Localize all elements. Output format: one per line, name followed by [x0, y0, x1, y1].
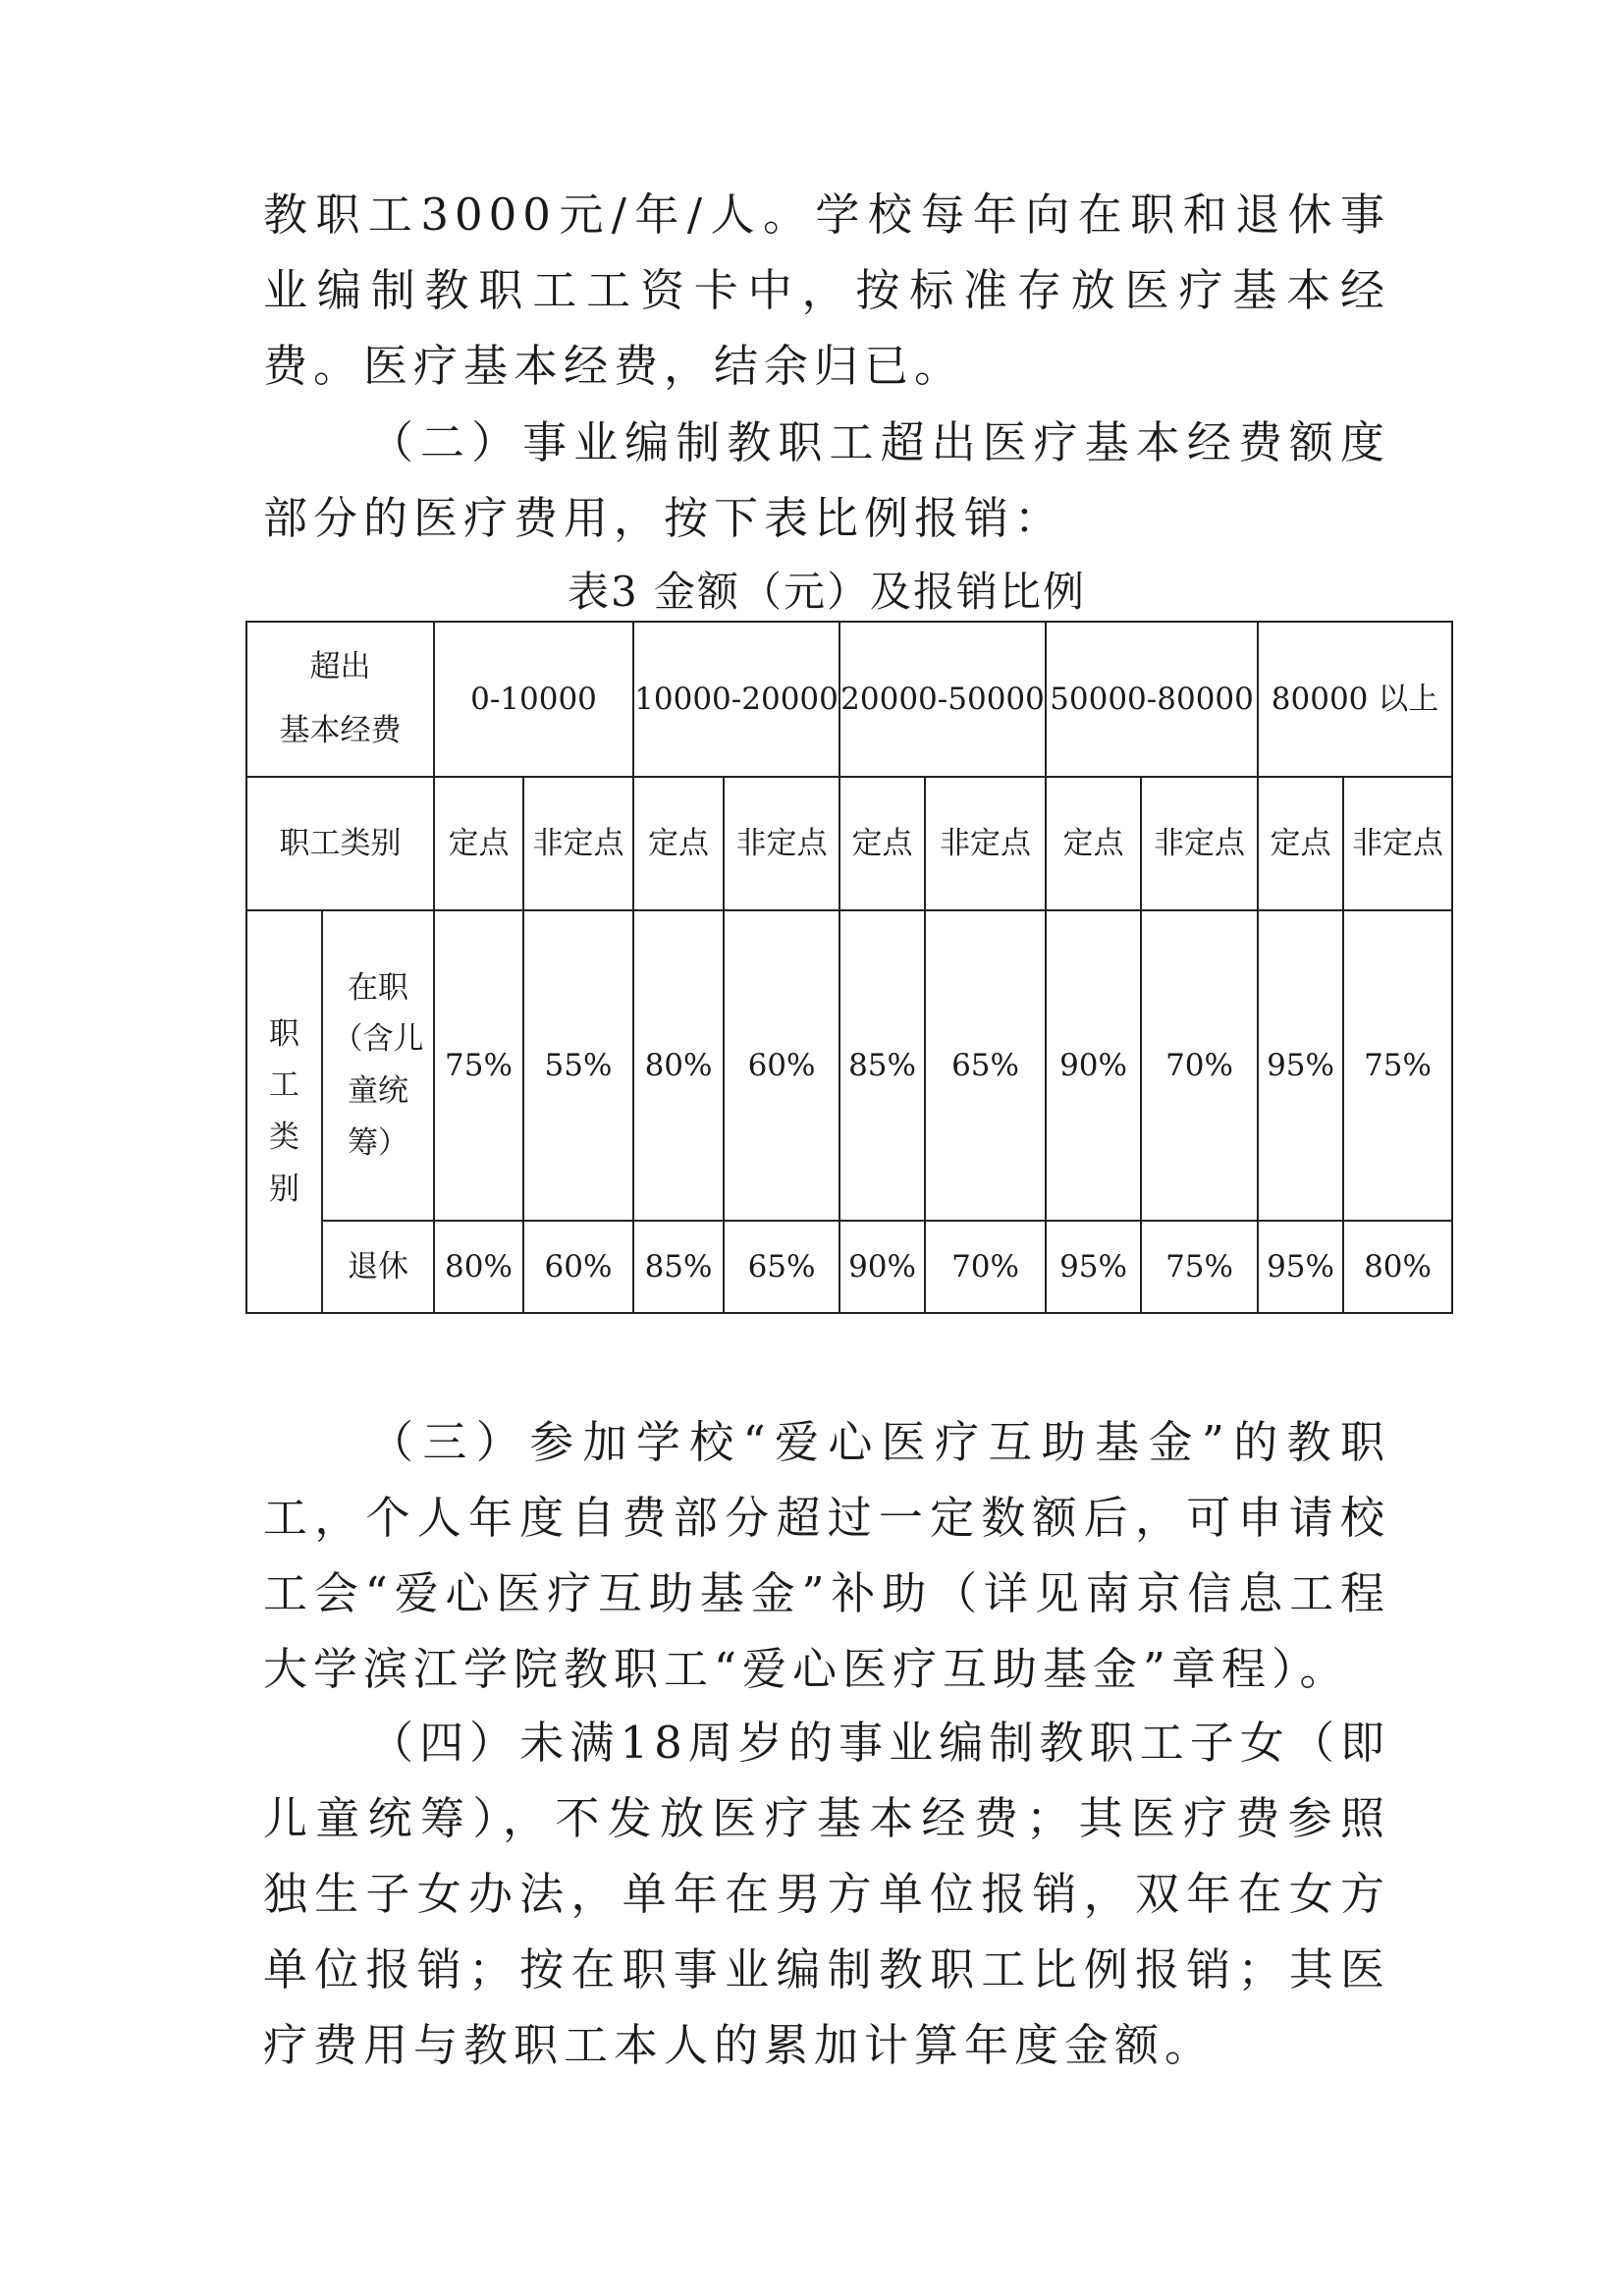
in-service-label-line: 筹）: [348, 1124, 408, 1161]
category-label: 职工类别: [246, 777, 434, 910]
corner-header-cell: [246, 622, 434, 777]
non-designated-label: 非定点: [1141, 777, 1258, 910]
rate-cell: 95%: [1258, 910, 1343, 1221]
rate-cell: 85%: [839, 910, 925, 1221]
retired-label: 退休: [322, 1221, 434, 1313]
non-designated-label: 非定点: [724, 777, 839, 910]
designated-label: 定点: [1046, 777, 1141, 910]
side-label-char: 别: [269, 1171, 299, 1207]
in-service-label: [322, 910, 434, 1221]
non-designated-label: 非定点: [1343, 777, 1452, 910]
rate-cell: 65%: [925, 910, 1046, 1221]
table-header-row: [246, 622, 1452, 777]
rate-cell: 60%: [523, 1221, 633, 1313]
designated-label: 定点: [839, 777, 925, 910]
rate-cell: 80%: [1343, 1221, 1452, 1313]
in-service-label-line: （含儿: [332, 1021, 424, 1058]
paragraph-section-4: （四）未满18周岁的事业编制教职工子女（即儿童统筹），不发放医疗基本经费；其医疗费参照独生子女办法，单年在男方单位报销，双年在女方单位报销；按在职事业编制教职工比例报销；其医疗费用与教职工本人的累加计算年度金额。: [263, 1717, 1390, 2071]
rate-cell: 85%: [633, 1221, 724, 1313]
non-designated-label: 非定点: [925, 777, 1046, 910]
rate-cell: 75%: [1141, 1221, 1258, 1313]
retired-row: [246, 1221, 1452, 1313]
range-header: 20000-50000: [839, 622, 1046, 777]
category-row: [246, 777, 1452, 910]
in-service-label-line: 在职: [348, 969, 408, 1006]
range-header: 80000 以上: [1258, 622, 1452, 777]
corner-header-line1: 超出: [309, 648, 371, 684]
side-label-char: 工: [269, 1067, 299, 1104]
rate-cell: 55%: [523, 910, 633, 1221]
rate-cell: 65%: [724, 1221, 839, 1313]
paragraph-section-2: （二）事业编制教职工超出医疗基本经费额度部分的医疗费用，按下表比例报销：: [263, 416, 1390, 544]
side-label-char: 类: [269, 1120, 299, 1155]
range-header: 0-10000: [434, 622, 633, 777]
range-header: 10000-20000: [633, 622, 839, 777]
rate-cell: 75%: [1343, 910, 1452, 1221]
in-service-label-line: 童统: [348, 1073, 408, 1109]
non-designated-label: 非定点: [523, 777, 633, 910]
designated-label: 定点: [1258, 777, 1343, 910]
rate-cell: 90%: [1046, 910, 1141, 1221]
paragraph-section-3: （三）参加学校“爱心医疗互助基金”的教职工，个人年度自费部分超过一定数额后，可申请校工会“爱心医疗互助基金”补助（详见南京信息工程大学滨江学院教职工“爱心医疗互助基金”章程）。: [263, 1416, 1390, 1695]
rate-cell: 60%: [724, 910, 839, 1221]
paragraph-basic-fund: 教职工3000元/年/人。学校每年向在职和退休事业编制教职工工资卡中，按标准存放医疗基本经费。医疗基本经费，结余归已。: [263, 189, 1390, 392]
staff-type-side-label: [246, 910, 322, 1313]
rate-cell: 95%: [1046, 1221, 1141, 1313]
rate-cell: 75%: [434, 910, 523, 1221]
rate-cell: 90%: [839, 1221, 925, 1313]
designated-label: 定点: [434, 777, 523, 910]
table-caption: 表3 金额（元）及报销比例: [567, 568, 1087, 616]
range-header: 50000-80000: [1046, 622, 1258, 777]
designated-label: 定点: [633, 777, 724, 910]
side-label-char: 职: [269, 1015, 299, 1052]
rate-cell: 70%: [925, 1221, 1046, 1313]
rate-cell: 80%: [633, 910, 724, 1221]
reimbursement-table: [245, 621, 1453, 1314]
rate-cell: 95%: [1258, 1221, 1343, 1313]
rate-cell: 70%: [1141, 910, 1258, 1221]
rate-cell: 80%: [434, 1221, 523, 1313]
corner-header-line2: 基本经费: [279, 713, 402, 748]
in-service-row: [246, 910, 1452, 1221]
